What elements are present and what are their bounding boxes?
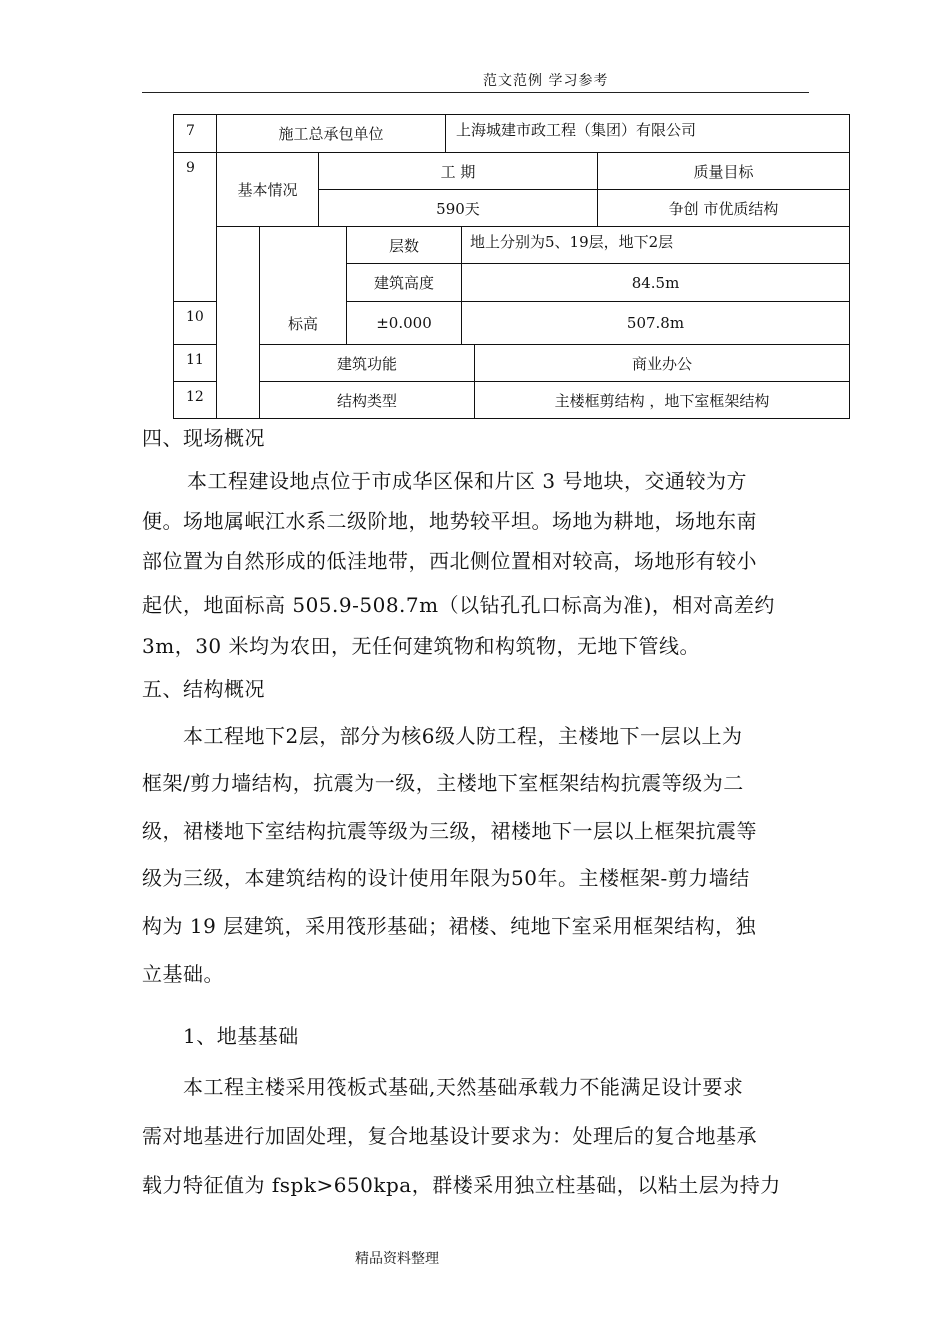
paragraph-line: 3m，30 米均为农田，无任何建筑物和构筑物，无地下管线。 [142, 634, 700, 658]
height-value: 84.5m [631, 273, 680, 292]
paragraph-line: 需对地基进行加固处理，复合地基设计要求为：处理后的复合地基承 [142, 1124, 757, 1148]
paragraph-line: 便。场地属岷江水系二级阶地，地势较平坦。场地为耕地，场地东南 [142, 509, 757, 533]
section-heading: 四、现场概况 [142, 426, 265, 450]
paragraph-line: 本工程建设地点位于市成华区保和片区 3 号地块，交通较为方 [187, 469, 747, 493]
paragraph-line: 立基础。 [142, 962, 224, 986]
row-number: 10 [186, 309, 204, 325]
elevation-value: 507.8m [626, 314, 685, 332]
paragraph-line: 载力特征值为 fspk>650kpa，群楼采用独立柱基础，以粘土层为持力 [142, 1173, 781, 1197]
period-value: 590天 [436, 199, 480, 218]
row-number: 7 [186, 123, 195, 139]
row-number: 9 [186, 160, 195, 176]
contractor-value: 上海城建市政工程（集团）有限公司 [456, 121, 697, 139]
floors-label: 层数 [388, 236, 419, 255]
paragraph-line: 本工程地下2层，部分为核6级人防工程，主楼地下一层以上为 [183, 724, 743, 748]
period-header: 工 期 [440, 162, 476, 181]
paragraph-line: 级，裙楼地下室结构抗震等级为三级，裙楼地下一层以上框架抗震等 [142, 819, 757, 843]
paragraph-line: 部位置为自然形成的低洼地带，西北侧位置相对较高，场地形有较小 [142, 549, 757, 573]
row-number: 11 [186, 352, 204, 368]
page-header: 范文范例 学习参考 [483, 73, 609, 89]
subsection-heading: 1、地基基础 [183, 1024, 299, 1048]
basic-info-label: 基本情况 [237, 181, 298, 199]
quality-value: 争创 市优质结构 [668, 199, 779, 218]
table-line [173, 344, 216, 345]
paragraph-line: 框架/剪力墙结构，抗震为一级，主楼地下室框架结构抗震等级为二 [142, 771, 744, 795]
elevation-reference: ±0.000 [376, 314, 432, 332]
header-divider [142, 92, 809, 93]
paragraph-line: 起伏，地面标高 505.9-508.7m（以钻孔孔口标高为准)，相对高差约 [142, 593, 775, 617]
paragraph-line: 本工程主楼采用筏板式基础,天然基础承载力不能满足设计要求 [183, 1075, 744, 1099]
elevation-label: 标高 [287, 314, 318, 333]
floors-value: 地上分别为5、19层，地下2层 [470, 233, 674, 251]
function-value: 商业办公 [631, 354, 692, 373]
paragraph-line: 构为 19 层建筑，采用筏形基础；裙楼、纯地下室采用框架结构，独 [142, 914, 757, 938]
table-line [173, 418, 850, 419]
table-line [173, 301, 216, 302]
page-footer: 精品资料整理 [355, 1251, 439, 1267]
section-heading: 五、结构概况 [142, 677, 265, 701]
height-label: 建筑高度 [373, 274, 434, 292]
quality-header: 质量目标 [693, 162, 754, 181]
structure-value: 主楼框剪结构 ，地下室框架结构 [554, 391, 770, 410]
table-line [173, 381, 216, 382]
contractor-label: 施工总承包单位 [278, 125, 384, 143]
structure-label: 结构类型 [336, 391, 397, 410]
table-line [849, 114, 850, 419]
paragraph-line: 级为三级，本建筑结构的设计使用年限为50年。主楼框架-剪力墙结 [142, 866, 750, 890]
row-number: 12 [186, 389, 204, 405]
function-label: 建筑功能 [336, 354, 397, 373]
